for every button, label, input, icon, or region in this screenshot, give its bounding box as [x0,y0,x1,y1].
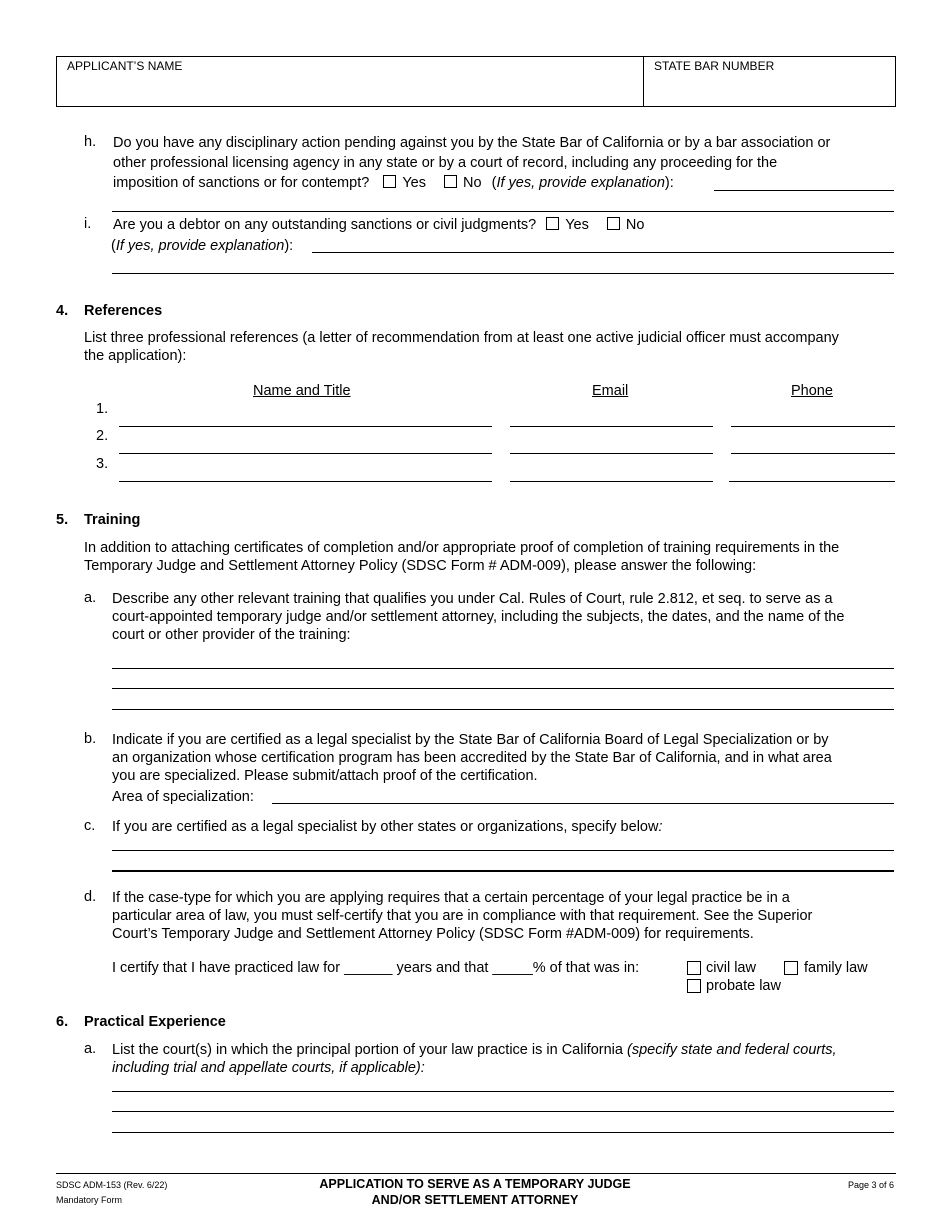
state-bar-number-label: STATE BAR NUMBER [654,59,775,73]
civil-law-checkbox[interactable] [687,961,701,975]
item-5a-line1: Describe any other relevant training that qualifies you under Cal. Rules of Court, rule 2.812, et seq. to serve as a [112,591,833,607]
item-h-line2: other professional licensing agency in any state or by a court of record, including any proceeding for the [113,155,778,171]
item-5b-line1: Indicate if you are certified as a legal specialist by the State Bar of California Board of Legal Specialization or by [112,732,829,748]
ref-row-2-email-line[interactable] [510,453,713,454]
item-i-yes-checkbox[interactable] [546,217,559,230]
item-5d-line1: If the case-type for which you are applying requires that a certain percentage of your legal practice be in a [112,890,790,906]
item-h-explain-prompt [492,175,674,191]
item-5a-marker: a. [84,590,97,606]
ref-row-3-number: 3. [96,456,109,472]
item-h-question [113,134,903,192]
ref-row-2-name-line[interactable] [119,453,492,454]
footer-title-line1: APPLICATION TO SERVE AS A TEMPORARY JUDGE [319,1177,631,1191]
ref-row-1-phone-line[interactable] [731,426,895,427]
ref-row-1-name-line[interactable] [119,426,492,427]
item-6a-text [112,1041,912,1077]
section-4-intro [84,329,904,365]
item-h-yes-option[interactable] [383,175,426,191]
item-5d-certify-statement: I certify that I have practiced law for ______ years and that _____% of that was in: [112,960,640,976]
item-i-explain-text: If yes, provide explanation [115,238,285,254]
item-5c-colon: : [658,819,663,835]
ref-row-1-number: 1. [96,401,109,417]
ref-row-3-phone-line[interactable] [729,481,895,482]
item-5c-line1: If you are certified as a legal specialist by other states or organizations, specify below [112,819,659,835]
item-i-no-option[interactable] [607,217,645,233]
item-5d-line3: Court’s Temporary Judge and Settlement Attorney Policy (SDSC Form #ADM-009) for requirements. [112,926,754,942]
item-h-no-checkbox[interactable] [444,175,457,188]
item-h-no-option[interactable] [444,175,482,191]
item-6a-line1-italic: (specify state and federal courts, [626,1042,837,1058]
item-5d-line2: particular area of law, you must self-certify that you are in compliance with that requirement. See the Superior [112,908,813,924]
item-i-no-label: No [625,217,645,233]
ref-col-phone-header: Phone [791,383,833,399]
item-h-yes-checkbox[interactable] [383,175,396,188]
item-5a-line3: court or other provider of the training: [112,627,351,643]
applicant-header-box [56,56,896,107]
item-i-no-checkbox[interactable] [607,217,620,230]
ref-row-2-phone-line[interactable] [731,453,895,454]
civil-law-label: civil law [706,960,756,976]
item-i-yes-option[interactable] [546,217,589,233]
item-5b-line2: an organization whose certification program has been accredited by the State Bar of California, and in what area [112,750,832,766]
item-5c-text [112,818,662,836]
item-6a-line1 [112,1041,912,1059]
footer-form-id: SDSC ADM-153 (Rev. 6/22) [56,1180,168,1190]
item-5d-text [112,889,912,943]
item-6a-answer-line-2[interactable] [112,1111,894,1112]
section-5-intro-line2: Temporary Judge and Settlement Attorney Policy (SDSC Form # ADM-009), please answer the following: [84,558,757,574]
item-5c-answer-line-1[interactable] [112,850,894,851]
item-5b-marker: b. [84,731,97,747]
item-6a-marker: a. [84,1041,97,1057]
item-i-marker: i. [84,216,92,232]
item-i-line1: Are you a debtor on any outstanding sanctions or civil judgments? [113,217,537,233]
item-h-explain-text: If yes, provide explanation [496,175,665,191]
item-i-yes-label: Yes [565,217,589,233]
item-h-explain-line-2[interactable] [112,211,894,212]
item-i-explain-line-2[interactable] [112,273,894,274]
section-6-title: Practical Experience [84,1014,226,1030]
item-i-explain-line-1[interactable] [312,252,894,253]
item-i-explain-open: ( [111,238,116,254]
section-4-intro-line1: List three professional references (a letter of recommendation from at least one active judicial officer must accompany [84,330,839,346]
section-6-number: 6. [56,1014,69,1030]
family-law-checkbox[interactable] [784,961,798,975]
ref-col-name-header: Name and Title [253,383,351,399]
section-5-title: Training [84,512,141,528]
item-6a-line2: including trial and appellate courts, if applicable): [112,1060,425,1076]
applicant-name-field[interactable] [57,57,644,106]
item-6a-answer-line-3[interactable] [112,1132,894,1133]
section-4-number: 4. [56,303,69,319]
section-5-number: 5. [56,512,69,528]
footer-title [275,1176,675,1208]
item-5a-answer-line-3[interactable] [112,709,894,710]
item-6a-line1-text: List the court(s) in which the principal portion of your law practice is in California [112,1042,623,1058]
ref-row-3-email-line[interactable] [510,481,713,482]
item-5a-line2: court-appointed temporary judge and/or settlement attorney, including the subjects, the dates, and the name of the [112,609,845,625]
item-h-explain-open: ( [491,175,497,191]
item-h-explain-close: ): [664,175,674,191]
item-5a-answer-line-2[interactable] [112,688,894,689]
probate-law-label: probate law [706,978,781,994]
item-i-explain-close: ): [284,238,294,254]
item-i-explain-prompt [111,237,293,255]
applicant-name-label: APPLICANT’S NAME [67,59,183,73]
section-4-title: References [84,303,163,319]
item-5b-area-label: Area of specialization: [112,789,254,805]
footer-page-number: Page 3 of 6 [847,1180,894,1190]
item-5c-marker: c. [84,818,96,834]
item-h-line3-text: imposition of sanctions or for contempt? [113,175,370,191]
item-5c-answer-line-2[interactable] [112,870,894,872]
ref-row-1-email-line[interactable] [510,426,713,427]
item-5a-text [112,590,912,644]
section-4-intro-line2: the application): [84,348,187,364]
footer-rule [56,1173,896,1174]
item-6a-answer-line-1[interactable] [112,1091,894,1092]
probate-law-checkbox[interactable] [687,979,701,993]
item-5a-answer-line-1[interactable] [112,668,894,669]
item-h-explain-line-1[interactable] [714,190,894,191]
item-5b-area-line[interactable] [272,803,894,804]
state-bar-number-field[interactable] [644,57,895,106]
ref-row-3-name-line[interactable] [119,481,492,482]
item-h-line1: Do you have any disciplinary action pending against you by the State Bar of California or by a bar association or [113,135,831,151]
family-law-label: family law [804,960,868,976]
ref-col-email-header: Email [592,383,629,399]
item-h-marker: h. [84,134,97,150]
section-5-intro-line1: In addition to attaching certificates of completion and/or appropriate proof of completion of training requirements in the [84,540,840,556]
ref-row-2-number: 2. [96,428,109,444]
footer-title-line2: AND/OR SETTLEMENT ATTORNEY [371,1193,579,1207]
section-5-intro [84,539,914,575]
item-h-yes-label: Yes [402,175,426,191]
item-i-question [113,216,644,234]
item-h-no-label: No [463,175,482,191]
item-5b-text [112,731,912,785]
footer-mandatory: Mandatory Form [56,1195,123,1205]
item-5b-line3: you are specialized. Please submit/attach proof of the certification. [112,768,538,784]
item-5d-marker: d. [84,889,97,905]
